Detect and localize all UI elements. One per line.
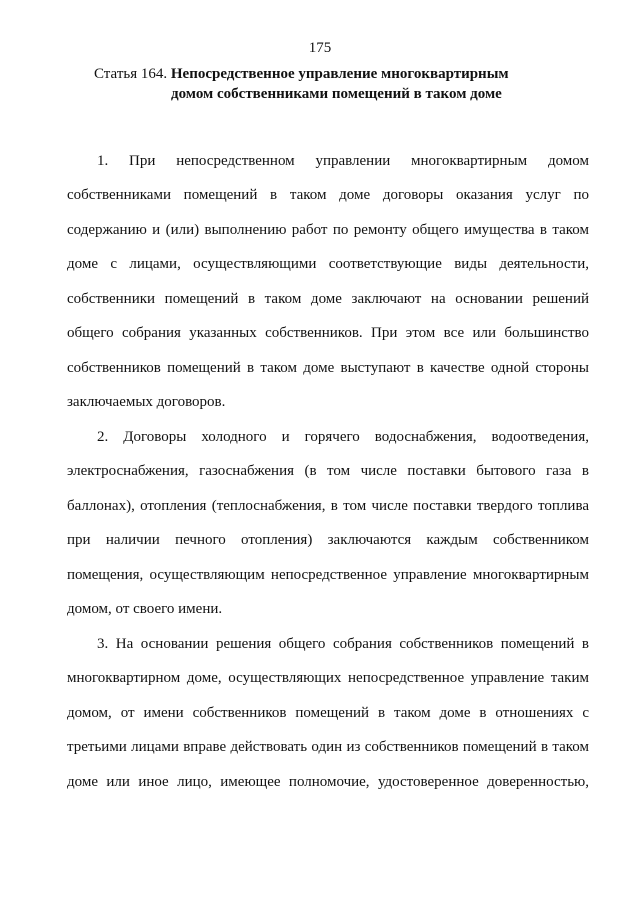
- paragraph-line: домом, от своего имени.: [67, 601, 223, 617]
- article-title-line-1: Непосредственное управление многоквартирным: [170, 66, 509, 82]
- paragraph-line: 3. На основании решения общего собрания собственников помещений в: [97, 635, 589, 652]
- paragraph-line: собственников помещений в таком доме выступают в качестве одной стороны: [67, 359, 589, 376]
- paragraph-3: [67, 632, 589, 805]
- paragraph-2: [67, 425, 589, 632]
- paragraph-line: собственниками помещений в таком доме договоры оказания услуг по: [67, 187, 589, 203]
- paragraph-line: многоквартирном доме, осуществляющих непосредственное управление таким: [67, 670, 589, 686]
- paragraph-line: доме или иное лицо, имеющее полномочие, удостоверенное доверенностью,: [67, 773, 589, 790]
- paragraph-line: 1. При непосредственном управлении многоквартирным домом: [97, 153, 589, 169]
- paragraph-line: собственники помещений в таком доме заключают на основании решений: [67, 290, 589, 307]
- paragraph-line: заключаемых договоров.: [67, 394, 226, 410]
- paragraph-line: помещения, осуществляющим непосредственное управление многоквартирным: [67, 566, 589, 583]
- paragraph-line: третьими лицами вправе действовать один из собственников помещений в таком: [67, 739, 589, 755]
- paragraph-line: при наличии печного отопления) заключаются каждым собственником: [67, 532, 589, 548]
- paragraph-line: общего собрания указанных собственников. При этом все или большинство: [67, 325, 589, 341]
- article-title-line-2: домом собственниками помещений в таком доме: [171, 86, 502, 102]
- paragraph-line: содержанию и (или) выполнению работ по ремонту общего имущества в таком: [67, 221, 589, 238]
- paragraph-line: доме с лицами, осуществляющими соответствующие виды деятельности,: [67, 256, 589, 272]
- article-number: Статья 164.: [94, 66, 168, 82]
- paragraph-line: 2. Договоры холодного и горячего водоснабжения, водоотведения,: [97, 428, 589, 445]
- paragraph-1: [67, 149, 589, 425]
- article-heading: [94, 64, 594, 104]
- page-number: 175: [308, 40, 332, 56]
- paragraph-line: баллонах), отопления (теплоснабжения, в том числе поставки твердого топлива: [67, 497, 589, 514]
- article-body: [67, 149, 589, 804]
- paragraph-line: домом, от имени собственников помещений в таком доме в отношениях с: [67, 704, 589, 721]
- paragraph-line: электроснабжения, газоснабжения (в том числе поставки бытового газа в: [67, 463, 589, 479]
